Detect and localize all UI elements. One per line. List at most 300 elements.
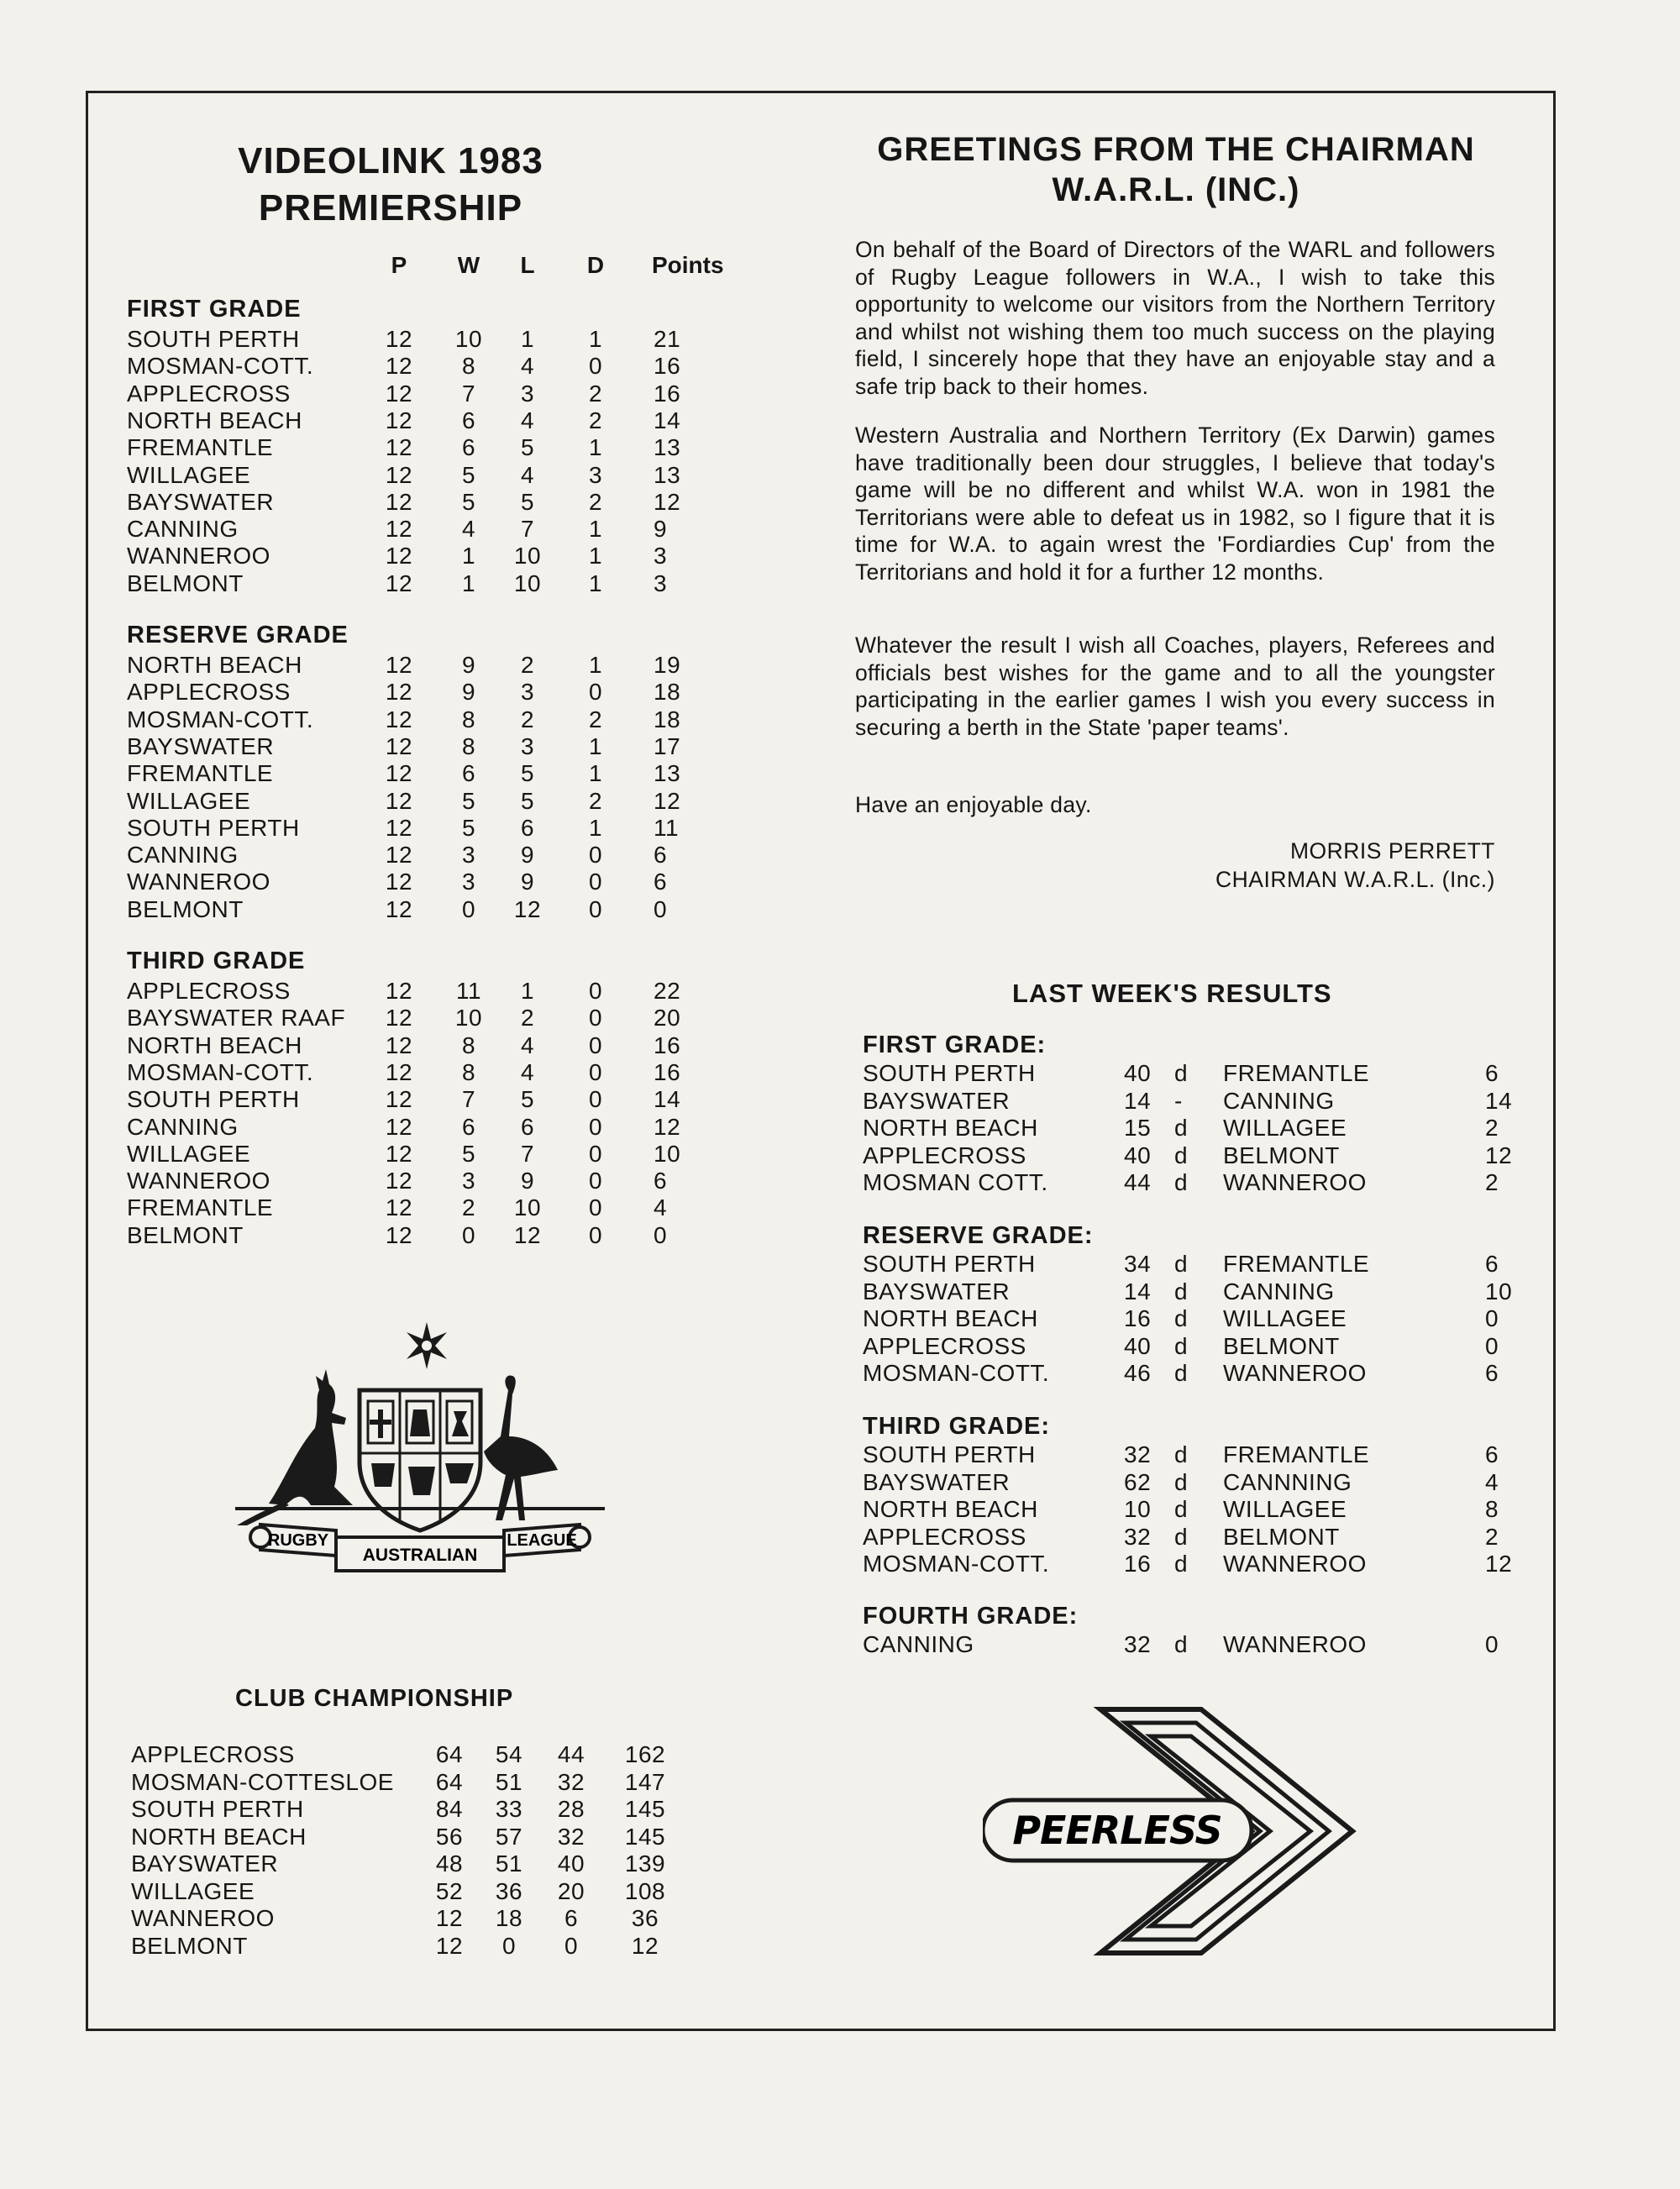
played-value: 12 [385,842,413,869]
won-value: 10 [454,326,483,352]
away-score: 6 [1485,1060,1499,1086]
won-value: 5 [461,461,476,488]
away-team: WILLAGEE [1223,1496,1347,1522]
home-team: SOUTH PERTH [863,1441,1036,1467]
greetings-title-line2: W.A.R.L. (INC.) [1052,171,1300,208]
result-row [0,1088,1596,1115]
result-mark: d [1174,1441,1189,1467]
home-score: 40 [1124,1332,1152,1359]
result-mark: d [1174,1523,1189,1550]
greetings-title-line1: GREETINGS FROM THE CHAIRMAN [877,131,1475,168]
home-team: MOSMAN COTT. [863,1169,1048,1195]
drawn-value: 1 [588,814,603,841]
home-team: BAYSWATER [863,1087,1011,1114]
home-team: APPLECROSS [863,1523,1026,1550]
result-row [0,1305,1596,1332]
result-mark: d [1174,1468,1189,1495]
played-value: 12 [385,760,413,787]
drawn-value: 1 [588,652,603,678]
lost-value: 1 [520,326,535,352]
played-value: 12 [385,1113,413,1140]
home-score: 32 [1124,1523,1152,1550]
points-value: 14 [654,1086,681,1113]
drawn-value: 1 [588,326,603,352]
drawn-value: 0 [588,1194,603,1221]
team-name: BAYSWATER [127,488,275,515]
ladder-row [0,652,840,679]
away-team: BELMONT [1223,1142,1340,1168]
played-value: 12 [385,1168,413,1194]
club-grade-score: 64 [435,1768,464,1795]
club-grade-score: 52 [435,1877,464,1904]
away-score: 10 [1485,1278,1513,1304]
points-value: 21 [654,326,681,352]
header-won: W [457,252,480,278]
result-mark: - [1174,1087,1183,1114]
team-name: FREMANTLE [127,760,274,787]
result-row [0,1060,1596,1087]
home-score: 34 [1124,1251,1152,1277]
home-team: SOUTH PERTH [863,1251,1036,1277]
ladder-row [0,706,840,733]
club-grade-score: 12 [435,1905,464,1931]
lost-value: 3 [520,679,535,706]
club-grade-score: 0 [501,1932,517,1959]
drawn-value: 1 [588,760,603,787]
away-score: 0 [1485,1631,1499,1657]
lost-value: 3 [520,380,535,407]
result-mark: d [1174,1551,1189,1577]
home-team: SOUTH PERTH [863,1060,1036,1086]
played-value: 12 [385,895,413,922]
played-value: 12 [385,1005,413,1032]
played-value: 12 [385,461,413,488]
club-row [0,1824,840,1850]
points-value: 4 [654,1194,668,1221]
team-name: FREMANTLE [127,434,274,461]
away-team: WILLAGEE [1223,1305,1347,1331]
greetings-title [832,129,1520,210]
result-mark: d [1174,1496,1189,1522]
team-name: MOSMAN-COTT. [127,706,314,732]
points-value: 9 [654,516,668,543]
team-name: BELMONT [127,570,244,596]
result-mark: d [1174,1060,1189,1086]
ladder-row [0,788,840,815]
result-mark: d [1174,1360,1189,1386]
away-score: 6 [1485,1251,1499,1277]
result-mark: d [1174,1142,1189,1168]
club-total-value: 145 [624,1796,666,1822]
results-grade-heading: FOURTH GRADE: [863,1603,1079,1630]
drawn-value: 1 [588,434,603,461]
team-name: WILLAGEE [127,787,251,814]
ladder-row [0,815,840,842]
won-value: 2 [461,1194,476,1221]
club-grade-score: 56 [435,1823,464,1850]
played-value: 12 [385,1058,413,1085]
won-value: 3 [461,1168,476,1194]
club-total-value: 145 [624,1823,666,1850]
lost-value: 6 [520,1113,535,1140]
drawn-value: 0 [588,679,603,706]
result-mark: d [1174,1305,1189,1331]
drawn-value: 1 [588,516,603,543]
away-team: WANNEROO [1223,1360,1367,1386]
result-mark: d [1174,1115,1189,1141]
away-team: CANNING [1223,1087,1335,1114]
club-name: BAYSWATER [131,1850,279,1877]
ladder-header-row [0,252,840,282]
lost-value: 9 [520,1168,535,1194]
team-name: NORTH BEACH [127,1032,302,1058]
away-team: FREMANTLE [1223,1251,1370,1277]
away-score: 12 [1485,1142,1513,1168]
team-name: MOSMAN-COTT. [127,1058,314,1085]
points-value: 13 [654,461,681,488]
ladder-row [0,326,840,353]
lost-value: 5 [520,787,535,814]
away-score: 8 [1485,1496,1499,1522]
away-team: FREMANTLE [1223,1060,1370,1086]
club-row [0,1905,840,1932]
lost-value: 5 [520,1086,535,1113]
home-team: NORTH BEACH [863,1115,1038,1141]
team-name: APPLECROSS [127,679,291,706]
won-value: 7 [461,380,476,407]
played-value: 12 [385,1221,413,1248]
points-value: 14 [654,407,681,433]
ladder-row [0,842,840,869]
away-team: WILLAGEE [1223,1115,1347,1141]
drawn-value: 2 [588,488,603,515]
grade-heading: RESERVE GRADE [127,622,349,648]
won-value: 3 [461,869,476,895]
played-value: 12 [385,787,413,814]
drawn-value: 2 [588,407,603,433]
team-name: APPLECROSS [127,380,291,407]
won-value: 3 [461,842,476,869]
home-team: APPLECROSS [863,1142,1026,1168]
lost-value: 12 [513,895,542,922]
ladder-row [0,679,840,706]
result-row [0,1469,1596,1496]
home-score: 16 [1124,1551,1152,1577]
won-value: 9 [461,679,476,706]
club-name: NORTH BEACH [131,1823,307,1850]
ladder-row [0,407,840,434]
grade-heading: FIRST GRADE [127,296,302,323]
team-name: WILLAGEE [127,1140,251,1167]
lost-value: 3 [520,732,535,759]
won-value: 8 [461,732,476,759]
team-name: SOUTH PERTH [127,1086,300,1113]
lost-value: 9 [520,842,535,869]
played-value: 12 [385,570,413,596]
lost-value: 12 [513,1221,542,1248]
played-value: 12 [385,732,413,759]
points-value: 17 [654,732,681,759]
away-score: 12 [1485,1551,1513,1577]
club-row [0,1796,840,1823]
result-row [0,1496,1596,1523]
ladder-row [0,760,840,787]
header-drawn: D [586,252,605,278]
won-value: 4 [461,516,476,543]
ladder-row [0,978,840,1005]
result-row [0,1360,1596,1387]
club-row [0,1850,840,1877]
drawn-value: 0 [588,1168,603,1194]
club-grade-score: 12 [435,1932,464,1959]
club-grade-score: 44 [557,1741,585,1767]
lost-value: 9 [520,869,535,895]
club-total-value: 139 [624,1850,666,1877]
premiership-title-line2: PREMIERSHIP [258,187,523,228]
ladder-row [0,462,840,489]
club-total-value: 162 [624,1741,666,1767]
header-points: Points [652,252,724,278]
drawn-value: 0 [588,842,603,869]
result-row [0,1115,1596,1142]
points-value: 6 [654,1168,668,1194]
away-score: 2 [1485,1523,1499,1550]
result-mark: d [1174,1251,1189,1277]
played-value: 12 [385,869,413,895]
banner-right-text: LEAGUE [507,1531,577,1550]
points-value: 13 [654,760,681,787]
peerless-arrow-logo [983,1701,1369,1961]
home-team: NORTH BEACH [863,1305,1038,1331]
away-score: 6 [1485,1441,1499,1467]
home-team: CANNING [863,1631,974,1657]
played-value: 12 [385,1032,413,1058]
won-value: 8 [461,1058,476,1085]
drawn-value: 0 [588,978,603,1004]
drawn-value: 0 [588,1058,603,1085]
points-value: 20 [654,1005,681,1032]
club-total-value: 147 [624,1768,666,1795]
team-name: NORTH BEACH [127,407,302,433]
points-value: 12 [654,1113,681,1140]
lost-value: 10 [513,1194,542,1221]
result-row [0,1169,1596,1196]
ladder-row [0,1032,840,1059]
away-team: WANNEROO [1223,1551,1367,1577]
won-value: 1 [461,570,476,596]
club-name: WANNEROO [131,1905,275,1931]
played-value: 12 [385,434,413,461]
greetings-paragraph-2: Western Australia and Northern Territory (Ex Darwin) games have traditionally been dour struggles, I believe that today's game will be no different and whilst W.A. won in 1981 the Territorians were able to defeat us in 1982, so I figure that it is time for W.A. to again wrest the 'Fordiardies Cup' from the Territorians and hold it for a further 12 months. [855,423,1495,585]
team-name: SOUTH PERTH [127,814,300,841]
home-score: 32 [1124,1441,1152,1467]
ladder-row [0,869,840,895]
club-grade-score: 51 [495,1850,523,1877]
club-total-value: 12 [631,1932,659,1959]
played-value: 12 [385,543,413,570]
team-name: WANNEROO [127,869,270,895]
club-grade-score: 36 [495,1877,523,1904]
team-name: BAYSWATER RAAF [127,1005,346,1032]
ladder-row [0,1194,840,1221]
results-grade-heading: THIRD GRADE: [863,1413,1051,1440]
lost-value: 2 [520,706,535,732]
club-total-value: 36 [631,1905,659,1931]
played-value: 12 [385,353,413,380]
greetings-paragraph-1: On behalf of the Board of Directors of the WARL and followers of Rugby League followers in W.A., I wish to take this opportunity to welcome our visitors from the Northern Territory and whilst not wishing them too much success on the playing field, I sincerely hope that they have an enjoyable stay and a safe trip back to their homes. [855,237,1495,399]
played-value: 12 [385,1194,413,1221]
result-mark: d [1174,1278,1189,1304]
points-value: 16 [654,353,681,380]
result-mark: d [1174,1332,1189,1359]
lost-value: 4 [520,461,535,488]
away-team: WANNEROO [1223,1631,1367,1657]
won-value: 6 [461,1113,476,1140]
team-name: FREMANTLE [127,1194,274,1221]
premiership-title [160,138,622,232]
premiership-title-line1: VIDEOLINK 1983 [238,140,543,181]
points-value: 6 [654,842,668,869]
played-value: 12 [385,488,413,515]
played-value: 12 [385,679,413,706]
results-grade-heading: FIRST GRADE: [863,1032,1047,1058]
club-grade-score: 51 [495,1768,523,1795]
ladder-row [0,1222,840,1249]
lost-value: 4 [520,353,535,380]
drawn-value: 3 [588,461,603,488]
home-score: 16 [1124,1305,1152,1331]
drawn-value: 2 [588,706,603,732]
team-name: WILLAGEE [127,461,251,488]
club-row [0,1878,840,1905]
home-score: 62 [1124,1468,1152,1495]
drawn-value: 1 [588,732,603,759]
won-value: 6 [461,434,476,461]
won-value: 5 [461,814,476,841]
lost-value: 10 [513,543,542,570]
played-value: 12 [385,516,413,543]
away-score: 4 [1485,1468,1499,1495]
ladder-row [0,516,840,543]
drawn-value: 0 [588,869,603,895]
club-grade-score: 33 [495,1796,523,1822]
results-grade-heading: RESERVE GRADE: [863,1222,1094,1249]
team-name: SOUTH PERTH [127,326,300,352]
lost-value: 7 [520,1140,535,1167]
result-row [0,1631,1596,1658]
won-value: 5 [461,787,476,814]
points-value: 6 [654,869,668,895]
club-grade-score: 18 [495,1905,523,1931]
won-value: 0 [461,1221,476,1248]
result-row [0,1441,1596,1468]
header-played: P [391,252,407,278]
away-team: BELMONT [1223,1332,1340,1359]
banner-middle-text: AUSTRALIAN [362,1546,478,1565]
ladder-row [0,353,840,380]
points-value: 0 [654,1221,668,1248]
ladder-row [0,489,840,516]
away-team: FREMANTLE [1223,1441,1370,1467]
drawn-value: 0 [588,895,603,922]
team-name: CANNING [127,516,239,543]
ladder-row [0,1005,840,1032]
home-team: BAYSWATER [863,1468,1011,1495]
drawn-value: 0 [588,353,603,380]
club-grade-score: 84 [435,1796,464,1822]
club-total-value: 108 [624,1877,666,1904]
signature-name: MORRIS PERRETT [1289,838,1495,864]
home-score: 44 [1124,1169,1152,1195]
home-team: BAYSWATER [863,1278,1011,1304]
grade-heading: THIRD GRADE [127,948,306,974]
result-mark: d [1174,1631,1189,1657]
won-value: 9 [461,652,476,678]
played-value: 12 [385,380,413,407]
points-value: 18 [654,679,681,706]
result-row [0,1333,1596,1360]
club-name: WILLAGEE [131,1877,255,1904]
played-value: 12 [385,1140,413,1167]
points-value: 10 [654,1140,681,1167]
points-value: 12 [654,488,681,515]
won-value: 11 [455,978,482,1004]
club-grade-score: 54 [495,1741,523,1767]
lost-value: 1 [520,978,535,1004]
away-score: 0 [1485,1305,1499,1331]
ladder-row [0,570,840,597]
team-name: WANNEROO [127,1168,270,1194]
points-value: 11 [654,814,680,841]
won-value: 0 [461,895,476,922]
club-grade-score: 40 [557,1850,585,1877]
drawn-value: 2 [588,787,603,814]
played-value: 12 [385,1086,413,1113]
away-team: WANNEROO [1223,1169,1367,1195]
won-value: 6 [461,760,476,787]
club-grade-score: 0 [564,1932,579,1959]
home-score: 14 [1124,1087,1152,1114]
result-row [0,1251,1596,1278]
home-score: 46 [1124,1360,1152,1386]
lost-value: 4 [520,1032,535,1058]
club-row [0,1933,840,1960]
club-grade-score: 64 [435,1741,464,1767]
lost-value: 2 [520,652,535,678]
lost-value: 5 [520,760,535,787]
points-value: 0 [654,895,668,922]
team-name: CANNING [127,842,239,869]
home-team: NORTH BEACH [863,1496,1038,1522]
drawn-value: 0 [588,1086,603,1113]
away-team: CANNING [1223,1278,1335,1304]
away-score: 2 [1485,1169,1499,1195]
ladder-row [0,381,840,407]
ladder-row [0,434,840,461]
lost-value: 7 [520,516,535,543]
points-value: 16 [654,380,681,407]
points-value: 16 [654,1032,681,1058]
result-row [0,1142,1596,1169]
drawn-value: 2 [588,380,603,407]
home-team: MOSMAN-COTT. [863,1360,1050,1386]
home-team: APPLECROSS [863,1332,1026,1359]
drawn-value: 0 [588,1032,603,1058]
club-name: SOUTH PERTH [131,1796,304,1822]
lost-value: 6 [520,814,535,841]
played-value: 12 [385,326,413,352]
won-value: 8 [461,1032,476,1058]
